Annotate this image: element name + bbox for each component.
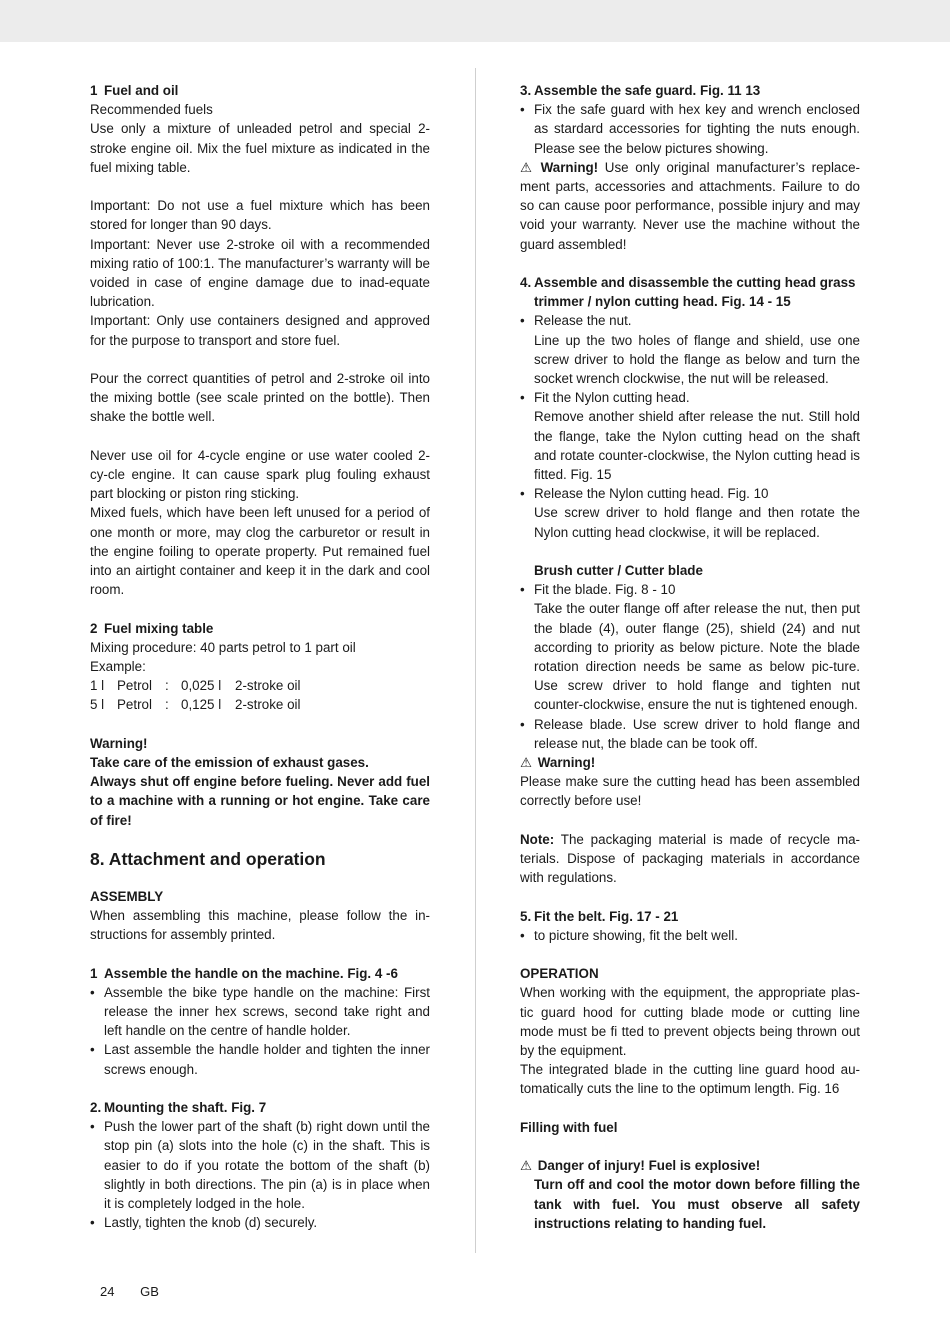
paragraph: Never use oil for 4-cycle engine or use water cooled 2-cy-cle engine. It can cause spark plug fouling exhaust part blocking or piston ring sticking. — [90, 447, 430, 502]
paragraph: When assembling this machine, please follow the in-structions for assembly printed. — [90, 908, 430, 943]
header-band — [0, 0, 950, 42]
step-title: Assemble the handle on the machine. Fig. 4 -6 — [104, 965, 398, 981]
mixing-table-row — [90, 695, 430, 714]
paragraph: Take the outer flange off after release the nut, then put the blade (4), outer flange (25), shield (24) and nut according to priority as below picture. Note the blade rotation direction needs be same as below pic-ture. Use screw driver to hold flange and tighten nut counter-clockwise, ensure the nut is tightened enough. — [534, 601, 860, 713]
step-heading-shaft — [90, 1098, 430, 1117]
step-number: 3. — [520, 83, 532, 98]
paragraph: Line up the two holes of flange and shield, use one screw driver to hold the flange as below and turn the socket wrench clockwise, the nut will be released. — [534, 332, 860, 387]
paragraph: Use screw driver to hold flange and then rotate the Nylon cutting head clockwise, it will be replaced. — [534, 505, 860, 540]
warning-triangle-icon: ⚠ — [520, 755, 533, 771]
warning-heading — [520, 753, 860, 772]
table-cell: 1 l — [90, 678, 105, 694]
list-item — [520, 580, 860, 599]
table-cell: : — [165, 678, 169, 694]
note-text: The packaging material is made of recycle ma-terials. Dispose of packaging materials in accordance with regulations. — [520, 831, 860, 886]
table-cell: 5 l — [90, 697, 105, 713]
subsection-title: Filling with fuel — [520, 1119, 618, 1135]
list-item-text: Lastly, tighten the knob (d) securely. — [104, 1215, 318, 1231]
danger-heading — [520, 1156, 860, 1175]
page-footer — [100, 1282, 181, 1301]
table-cell: 2-stroke oil — [235, 697, 301, 713]
bullet-icon: • — [90, 1042, 95, 1058]
list-item-text: Assemble the bike type handle on the machine: First release the inner hex screws, second take right and left handle on the centre of handle holder. — [104, 984, 430, 1039]
paragraph: Important: Do not use a fuel mixture which has been stored for longer than 90 days. — [90, 198, 430, 233]
paragraph: Mixed fuels, which have been left unused for a period of one month or more, may clog the carburetor or result in the engine foiling to operate property. Put remained fuel into an airtight container and keep it in the dark and cool room. — [90, 505, 430, 598]
list-item-text: Last assemble the handle holder and tighten the inner screws enough. — [104, 1042, 430, 1077]
warning-paragraph — [520, 158, 860, 254]
section-number: 2 — [90, 620, 98, 636]
warning-text: Always shut off engine before fueling. Never add fuel to a machine with a running or hot engine. Take care of fire! — [90, 774, 430, 828]
table-cell: : — [165, 697, 169, 713]
step-title: Assemble the safe guard. Fig. 11 13 — [534, 83, 761, 98]
list-item-text: Push the lower part of the shaft (b) right down until the stop pin (a) slots into the hole (c) in the shaft. This is easier to do if you rotate the bottom of the shaft (b) slightly in both directions. The pin (a) is in place when it is completely lodged in the hole. — [104, 1119, 430, 1212]
warning-text: Use only original manufacturer’s replace-ment parts, accessories and attachments. Failure to do so can cause poor performance, possible injury and may void your warranty. Never use the machine without the guard assembled! — [520, 159, 860, 252]
bullet-icon: • — [520, 486, 525, 502]
chapter-heading: 8. Attachment and operation — [90, 848, 326, 869]
section-heading-fuel-mixing-table — [90, 619, 430, 638]
list-item-text: Release the nut. — [534, 313, 632, 329]
warning-text: Please make sure the cutting head has been assembled correctly before use! — [520, 774, 860, 809]
bullet-icon: • — [520, 102, 525, 118]
list-item — [90, 1213, 430, 1232]
section-heading-fuel-and-oil — [90, 81, 430, 100]
list-item-text: Fit the blade. Fig. 8 - 10 — [534, 582, 676, 598]
step-title: Fit the belt. Fig. 17 - 21 — [534, 908, 679, 924]
bullet-icon: • — [90, 1119, 95, 1135]
paragraph: Remove another shield after release the nut. Still hold the flange, take the Nylon cutting head on the shaft and rotate counter-clockwise, the Nylon cutting head is fitted. Fig. 15 — [534, 409, 860, 483]
step-number: 2. — [90, 1100, 102, 1116]
step-title: Assemble and disassemble the cutting head grass trimmer / nylon cutting head. Fig. 14 - 15 — [534, 275, 856, 310]
table-cell: 0,025 l — [181, 678, 222, 694]
list-item — [520, 715, 860, 753]
bullet-icon: • — [90, 1215, 95, 1231]
list-item-text: Fit the Nylon cutting head. — [534, 390, 690, 406]
step-number: 1 — [90, 965, 98, 981]
step-heading-belt — [520, 907, 860, 926]
table-cell: Petrol — [117, 697, 152, 713]
subsection-title: ASSEMBLY — [90, 888, 164, 904]
page-number: 24 — [100, 1284, 115, 1299]
bullet-icon: • — [520, 927, 525, 943]
paragraph: Recommended fuels — [90, 102, 213, 118]
paragraph: Important: Never use 2-stroke oil with a recommended mixing ratio of 100:1. The manufacturer’s warranty will be voided in case of engine damage due to inad-equate lubrication. — [90, 236, 430, 310]
paragraph: The integrated blade in the cutting line guard hood au-tomatically cuts the line to the optimum length. Fig. 16 — [520, 1062, 860, 1097]
step-number: 4. — [520, 275, 532, 291]
list-item-text: to picture showing, fit the belt well. — [534, 927, 738, 943]
list-item — [90, 983, 430, 1041]
warning-label: Warning! — [540, 159, 599, 175]
list-item — [90, 1040, 430, 1078]
column-divider — [475, 68, 476, 1253]
warning-text: Take care of the emission of exhaust gases. — [90, 755, 369, 771]
step-heading-handle — [90, 964, 430, 983]
step-heading-safe-guard — [520, 81, 860, 100]
language-code: GB — [140, 1284, 159, 1299]
warning-triangle-icon: ⚠ — [520, 1158, 533, 1174]
paragraph: Example: — [90, 659, 146, 675]
table-cell: Petrol — [117, 678, 152, 694]
warning-triangle-icon: ⚠ — [520, 159, 533, 175]
note-paragraph — [520, 830, 860, 888]
list-item — [520, 100, 860, 158]
section-title: Fuel and oil — [104, 83, 179, 98]
section-number: 1 — [90, 83, 98, 98]
list-item-text: Fix the safe guard with hex key and wrench enclosed as stardard accessories for tighting the nuts enough. Please see the below pictures showing. — [534, 102, 860, 156]
warning-label: Warning! — [537, 755, 596, 771]
step-number: 5. — [520, 908, 532, 924]
list-item — [520, 311, 860, 330]
paragraph: Pour the correct quantities of petrol and 2-stroke oil into the mixing bottle (see scale printed on the bottle). Then shake the bottle well. — [90, 371, 430, 425]
bullet-icon: • — [520, 716, 525, 732]
bullet-icon: • — [90, 984, 95, 1000]
left-column — [90, 81, 430, 1232]
list-item — [520, 926, 860, 945]
bullet-icon: • — [520, 313, 525, 329]
bullet-icon: • — [520, 582, 525, 598]
list-item — [520, 484, 860, 503]
step-title: Mounting the shaft. Fig. 7 — [104, 1100, 267, 1116]
subsection-title: Brush cutter / Cutter blade — [534, 563, 703, 579]
mixing-table-row — [90, 676, 430, 695]
step-heading-cutting-head — [520, 273, 860, 311]
list-item — [90, 1117, 430, 1213]
paragraph: Mixing procedure: 40 parts petrol to 1 part oil — [90, 639, 356, 655]
table-cell: 0,125 l — [181, 697, 222, 713]
bullet-icon: • — [520, 390, 525, 406]
paragraph: When working with the equipment, the appropriate plas-tic guard hood for cutting blade mode or cutting line mode must be fi tted to prevent objects being thrown out by the equipment. — [520, 985, 860, 1059]
danger-text: Turn off and cool the motor down before filling the tank with fuel. You must observe all safety instructions relating to handing fuel. — [534, 1177, 860, 1231]
paragraph: Use only a mixture of unleaded petrol and special 2-stroke engine oil. Mix the fuel mixture as indicated in the fuel mixing table. — [90, 121, 430, 175]
list-item — [520, 388, 860, 407]
subsection-title: OPERATION — [520, 966, 599, 982]
note-label: Note: — [520, 831, 555, 847]
danger-title: Danger of injury! Fuel is explosive! — [537, 1158, 761, 1174]
list-item-text: Release the Nylon cutting head. Fig. 10 — [534, 486, 769, 502]
section-title: Fuel mixing table — [104, 620, 214, 636]
paragraph: Important: Only use containers designed and approved for the purpose to transport and store fuel. — [90, 313, 430, 348]
right-column — [520, 81, 860, 1233]
warning-title: Warning! — [90, 735, 148, 751]
table-cell: 2-stroke oil — [235, 678, 301, 694]
list-item-text: Release blade. Use screw driver to hold flange and release nut, the blade can be took off. — [534, 716, 860, 751]
